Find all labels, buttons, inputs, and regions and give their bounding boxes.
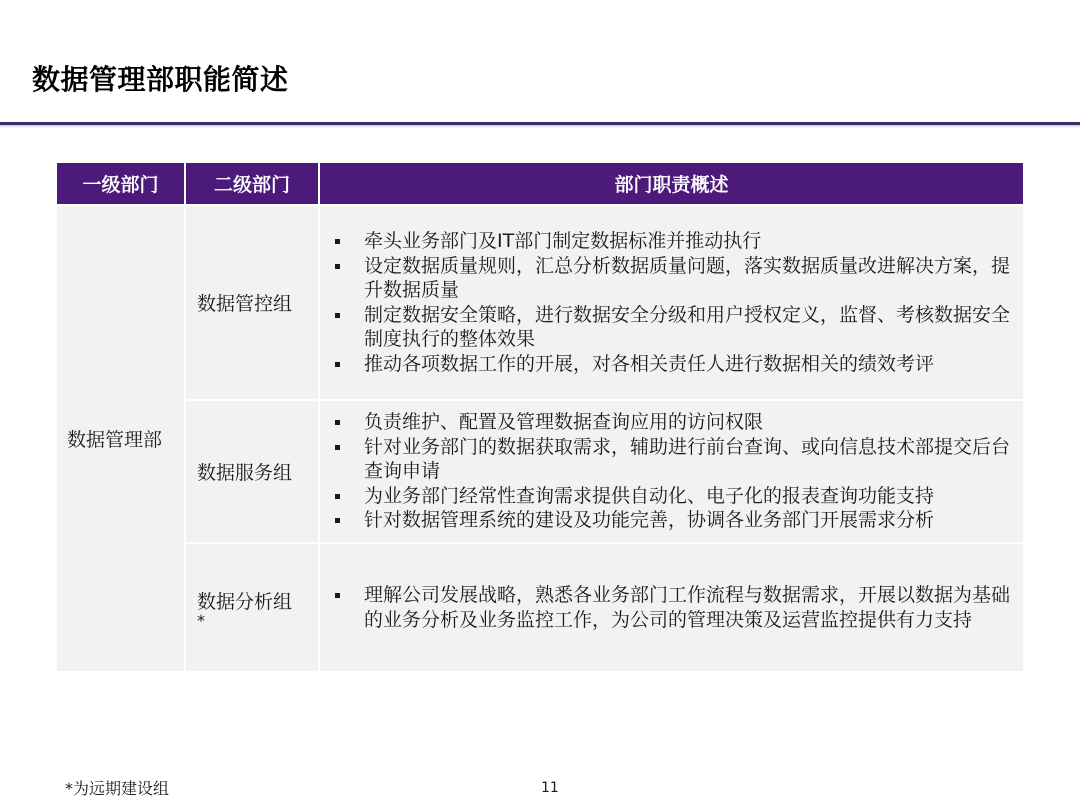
table-row bbox=[57, 544, 1023, 671]
duty-item: 针对业务部门的数据获取需求，辅助进行前台查询、或向信息技术部提交后台查询申请 bbox=[330, 435, 1011, 484]
footnote: *为远期建设组 bbox=[65, 779, 170, 798]
duty-item: 为业务部门经常性查询需求提供自动化、电子化的报表查询功能支持 bbox=[330, 484, 1011, 509]
level1-department-name: 数据管理部 bbox=[67, 429, 163, 451]
future-group-marker: * bbox=[197, 611, 205, 630]
group-name-data-service: 数据服务组 bbox=[197, 462, 293, 484]
department-table bbox=[55, 161, 1025, 673]
duty-item: 针对数据管理系统的建设及功能完善，协调各业务部门开展需求分析 bbox=[330, 508, 1011, 533]
header-duties-overview: 部门职责概述 bbox=[320, 163, 1023, 204]
page-title: 数据管理部职能简述 bbox=[32, 63, 289, 96]
table-header-row bbox=[57, 163, 1023, 204]
duty-item: 负责维护、配置及管理数据查询应用的访问权限 bbox=[330, 410, 1011, 435]
level2-department-cell bbox=[186, 544, 318, 671]
duties-list bbox=[320, 229, 1023, 376]
duty-item: 制定数据安全策略，进行数据安全分级和用户授权定义，监督、考核数据安全制度执行的整体效果 bbox=[330, 303, 1011, 352]
duties-cell bbox=[320, 206, 1023, 399]
duty-item: 推动各项数据工作的开展，对各相关责任人进行数据相关的绩效考评 bbox=[330, 352, 1011, 377]
duties-list bbox=[320, 410, 1023, 533]
title-divider-shadow bbox=[0, 125, 1080, 128]
duty-item: 设定数据质量规则，汇总分析数据质量问题，落实数据质量改进解决方案，提升数据质量 bbox=[330, 254, 1011, 303]
table-row bbox=[57, 206, 1023, 399]
level2-department-cell bbox=[186, 206, 318, 399]
duties-cell bbox=[320, 544, 1023, 671]
page-number: 11 bbox=[541, 780, 559, 796]
duties-list bbox=[320, 583, 1023, 632]
group-name-data-analysis: 数据分析组 bbox=[197, 591, 293, 613]
level1-department-cell bbox=[57, 206, 184, 671]
level2-department-cell bbox=[186, 401, 318, 542]
duties-cell bbox=[320, 401, 1023, 542]
duty-item: 牵头业务部门及IT部门制定数据标准并推动执行 bbox=[330, 229, 1011, 254]
header-level2-department: 二级部门 bbox=[186, 163, 318, 204]
table-row bbox=[57, 401, 1023, 542]
group-name-data-governance: 数据管控组 bbox=[197, 293, 293, 315]
duty-item: 理解公司发展战略，熟悉各业务部门工作流程与数据需求，开展以数据为基础的业务分析及业务监控工作，为公司的管理决策及运营监控提供有力支持 bbox=[330, 583, 1011, 632]
header-level1-department: 一级部门 bbox=[57, 163, 184, 204]
